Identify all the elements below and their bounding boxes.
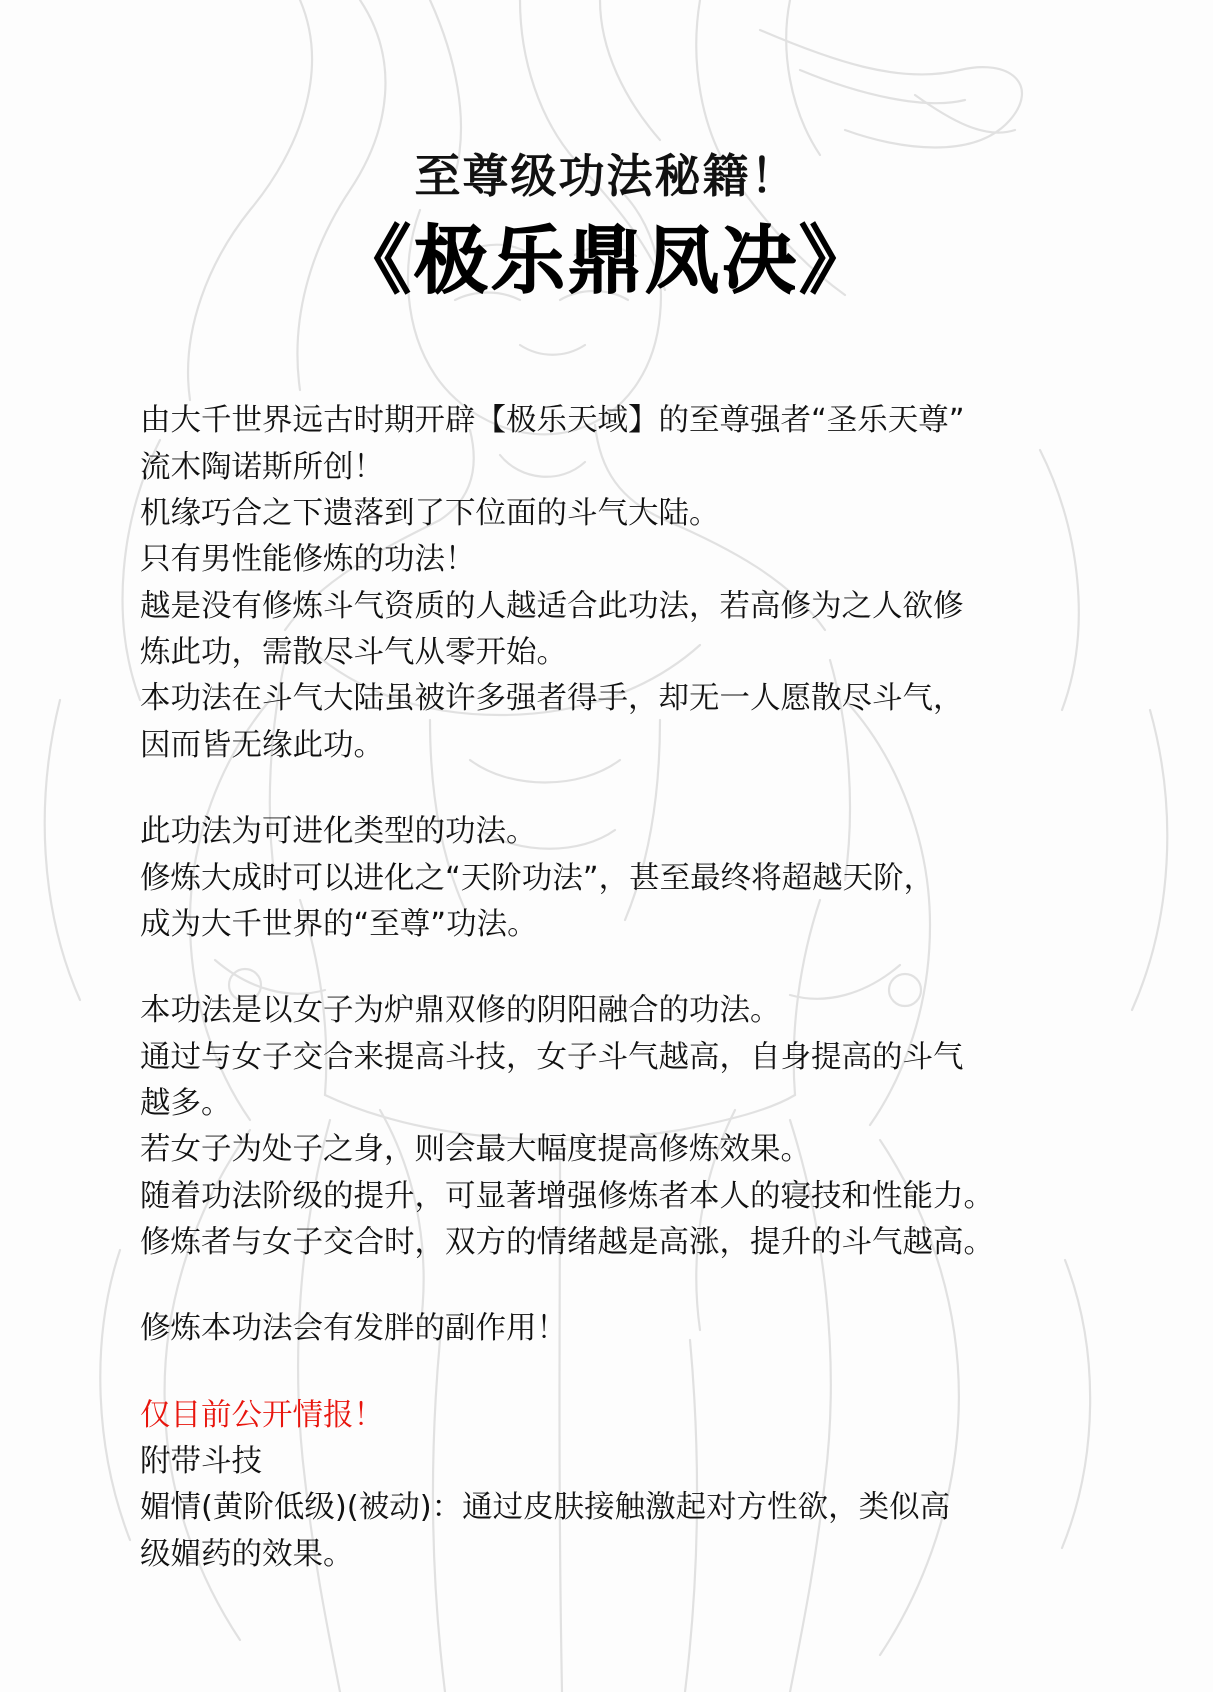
paragraph-line: 通过与女子交合来提高斗技，女子斗气越高，自身提高的斗气	[140, 1039, 964, 1075]
paragraph-line: 机缘巧合之下遗落到了下位面的斗气大陆。	[140, 496, 720, 531]
paragraph-line: 本功法是以女子为炉鼎双修的阴阳融合的功法。	[140, 993, 781, 1029]
page-title: 《极乐鼎凤决》	[337, 217, 876, 304]
paragraph-line: 此功法为可进化类型的功法。	[140, 814, 537, 850]
section-spacer	[140, 769, 1073, 809]
section-spacer	[140, 1353, 1073, 1393]
paragraph-line: 越多。	[140, 1085, 232, 1121]
paragraph-line: 随着功法阶级的提升，可显著增强修炼者本人的寝技和性能力。	[140, 1178, 994, 1214]
body-text-block	[0, 398, 1213, 1578]
skill-line: 媚情(黄阶低级)(被动)：通过皮肤接触激起对方性欲，类似高	[140, 1490, 951, 1526]
paragraph-line: 因而皆无缘此功。	[140, 727, 384, 763]
section-spacer	[140, 1266, 1073, 1306]
subtitle-label: 至尊级功法秘籍！	[414, 149, 799, 203]
paragraph-line: 修炼大成时可以进化之“天阶功法”，甚至最终将超越天阶，	[140, 860, 935, 896]
skill-line: 级媚药的效果。	[140, 1536, 354, 1572]
paragraph-line: 越是没有修炼斗气资质的人越适合此功法，若高修为之人欲修	[140, 588, 964, 624]
paragraph-line: 成为大千世界的“至尊”功法。	[140, 906, 538, 942]
paragraph-line: 炼此功，需散尽斗气从零开始。	[140, 635, 567, 671]
paragraph-line: 修炼者与女子交合时，双方的情绪越是高涨，提升的斗气越高。	[140, 1225, 994, 1261]
paragraph-line: 本功法在斗气大陆虽被许多强者得手，却无一人愿散尽斗气，	[140, 681, 964, 717]
paragraph-line: 只有男性能修炼的功法！	[140, 542, 476, 578]
paragraph-line: 由大千世界远古时期开辟【极乐天域】的至尊强者“圣乐天尊”	[140, 403, 965, 439]
paragraph-line: 流木陶诺斯所创！	[140, 449, 384, 485]
skill-section-heading: 附带斗技	[140, 1444, 262, 1480]
section-spacer	[140, 948, 1073, 988]
title-block	[0, 0, 1213, 302]
notice-label: 仅目前公开情报！	[140, 1397, 384, 1433]
paragraph-line: 修炼本功法会有发胖的副作用！	[140, 1311, 567, 1347]
paragraph-line: 若女子为处子之身，则会最大幅度提高修炼效果。	[140, 1132, 811, 1168]
